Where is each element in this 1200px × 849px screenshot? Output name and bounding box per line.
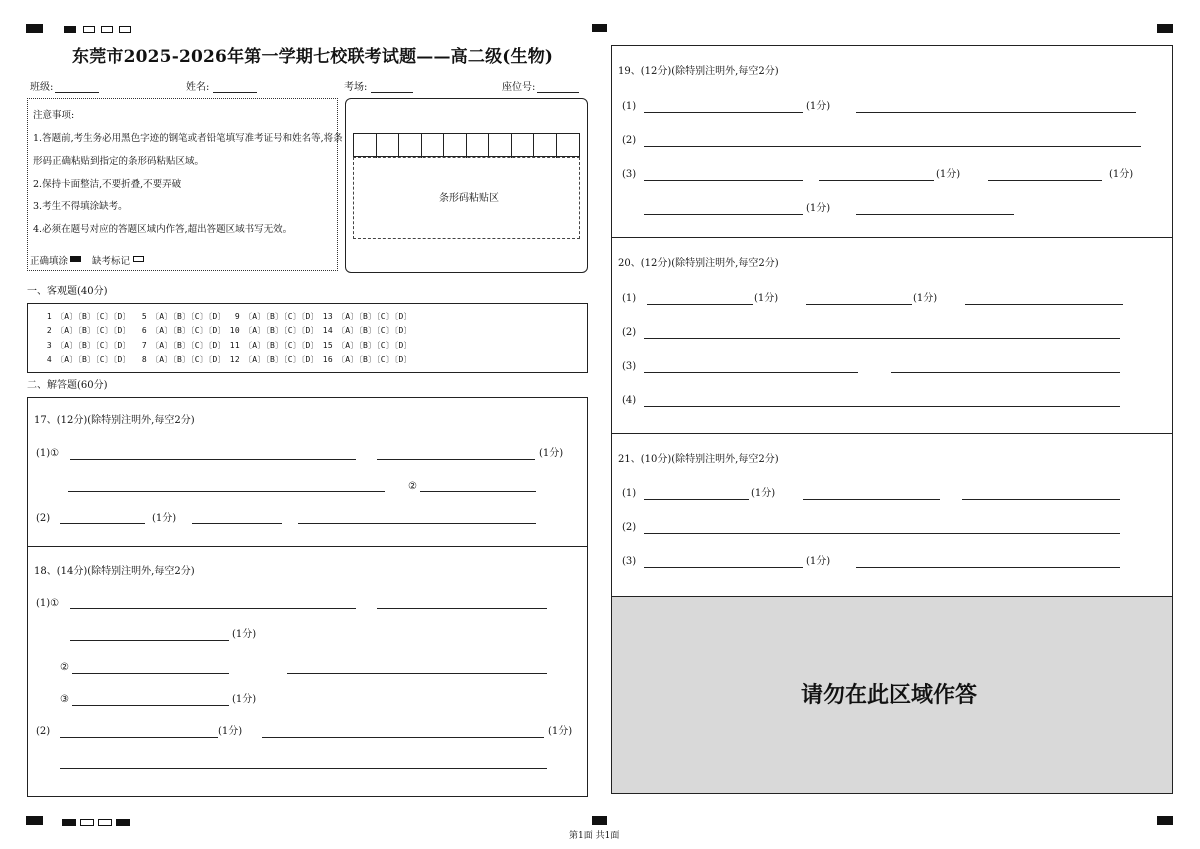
q21-score: (1分) [751, 488, 776, 499]
q18-answer-line[interactable] [287, 673, 547, 674]
q20-answer-line[interactable] [965, 304, 1123, 305]
q19-part1-label: (1) [622, 101, 637, 112]
q19-score: (1分) [806, 203, 831, 214]
q17-part1-label: (1)① [36, 448, 60, 459]
q20-score: (1分) [754, 293, 779, 304]
registration-mark [119, 26, 131, 33]
q18-part2-label: (2) [36, 726, 51, 737]
q19-answer-line[interactable] [856, 214, 1014, 215]
room-label: 考场: [344, 82, 368, 93]
q21-answer-line[interactable] [803, 499, 940, 500]
choice-item[interactable]: 1 〔A〕〔B〕〔C〕〔D〕 [46, 312, 131, 321]
registration-mark [592, 816, 607, 825]
exam-number-grid[interactable] [353, 133, 580, 157]
q19-score: (1分) [1109, 169, 1134, 180]
barcode-label: 条形码粘贴区 [439, 193, 499, 204]
q19-answer-line[interactable] [856, 112, 1136, 113]
page-title: 东莞市2025-2026年第一学期七校联考试题——高二级(生物) [72, 47, 554, 67]
correct-fill-label: 正确填涂 [30, 256, 69, 267]
class-field[interactable] [55, 92, 99, 93]
choice-item[interactable]: 8 〔A〕〔B〕〔C〕〔D〕 [141, 355, 226, 364]
notice-item: 1.答题前,考生务必用黑色字迹的钢笔或者铅笔填写准考证号和姓名等,将条 [33, 133, 343, 144]
section-subjective-title: 二、解答题(60分) [27, 380, 108, 391]
q19-score: (1分) [806, 101, 831, 112]
q21-answer-line[interactable] [962, 499, 1120, 500]
choice-item[interactable]: 15 〔A〕〔B〕〔C〕〔D〕 [322, 341, 412, 350]
choice-item[interactable]: 10 〔A〕〔B〕〔C〕〔D〕 [229, 326, 319, 335]
q17-answer-line[interactable] [420, 491, 536, 492]
q18-answer-line[interactable] [70, 608, 356, 609]
q19-answer-line[interactable] [988, 180, 1102, 181]
registration-mark [98, 819, 112, 826]
registration-mark [62, 819, 76, 826]
q18-part1-label: (1)① [36, 598, 60, 609]
choice-item[interactable]: 16 〔A〕〔B〕〔C〕〔D〕 [322, 355, 412, 364]
q17-answer-line[interactable] [70, 459, 356, 460]
choice-item[interactable]: 13 〔A〕〔B〕〔C〕〔D〕 [322, 312, 412, 321]
q20-answer-line[interactable] [891, 372, 1120, 373]
q18-answer-line[interactable] [60, 768, 547, 769]
notice-item: 形码正确粘贴到指定的条形码粘贴区域。 [33, 156, 205, 167]
section-objective-title: 一、客观题(40分) [27, 286, 108, 297]
q18-box [27, 546, 588, 797]
notice-item: 3.考生不得填涂缺考。 [33, 201, 128, 212]
choice-item[interactable]: 4 〔A〕〔B〕〔C〕〔D〕 [46, 355, 131, 364]
notice-heading: 注意事项: [33, 110, 75, 121]
class-label: 班级: [30, 82, 54, 93]
q19-part3-label: (3) [622, 169, 637, 180]
q20-answer-line[interactable] [644, 338, 1120, 339]
q18-title: 18、(14分)(除特别注明外,每空2分) [34, 566, 195, 577]
q18-answer-line[interactable] [70, 640, 229, 641]
q19-answer-line[interactable] [644, 180, 803, 181]
choice-item[interactable]: 12 〔A〕〔B〕〔C〕〔D〕 [229, 355, 319, 364]
registration-mark [592, 24, 607, 32]
q17-title: 17、(12分)(除特别注明外,每空2分) [34, 415, 195, 426]
q21-score: (1分) [806, 556, 831, 567]
room-field[interactable] [371, 92, 413, 93]
q18-score: (1分) [232, 694, 257, 705]
q21-title: 21、(10分)(除特别注明外,每空2分) [618, 454, 779, 465]
registration-mark [80, 819, 94, 826]
q18-mark2: ② [60, 662, 69, 673]
registration-mark [26, 816, 43, 825]
q17-answer-line[interactable] [377, 459, 535, 460]
q20-answer-line[interactable] [806, 304, 912, 305]
correct-fill-sample [70, 256, 81, 262]
q18-answer-line[interactable] [377, 608, 547, 609]
q20-score: (1分) [913, 293, 938, 304]
q21-part3-label: (3) [622, 556, 637, 567]
registration-mark [64, 26, 76, 33]
absent-mark-checkbox[interactable] [133, 256, 144, 262]
q18-answer-line[interactable] [72, 673, 229, 674]
choice-item[interactable]: 14 〔A〕〔B〕〔C〕〔D〕 [322, 326, 412, 335]
seat-field[interactable] [537, 92, 579, 93]
q21-answer-line[interactable] [644, 499, 749, 500]
q21-answer-line[interactable] [644, 567, 803, 568]
registration-mark [116, 819, 130, 826]
registration-mark [26, 24, 43, 33]
q17-mark2: ② [408, 481, 417, 492]
q19-answer-line[interactable] [644, 146, 1141, 147]
registration-mark [101, 26, 113, 33]
q18-answer-line[interactable] [60, 737, 218, 738]
q20-part3-label: (3) [622, 361, 637, 372]
q17-answer-line[interactable] [68, 491, 385, 492]
q18-mark3: ③ [60, 694, 69, 705]
choice-item[interactable]: 9 〔A〕〔B〕〔C〕〔D〕 [234, 312, 319, 321]
q18-answer-line[interactable] [72, 705, 229, 706]
q19-title: 19、(12分)(除特别注明外,每空2分) [618, 66, 779, 77]
q21-part2-label: (2) [622, 522, 637, 533]
registration-mark [1157, 24, 1173, 33]
q20-part2-label: (2) [622, 327, 637, 338]
choice-item[interactable]: 2 〔A〕〔B〕〔C〕〔D〕 [46, 326, 131, 335]
choice-item[interactable]: 11 〔A〕〔B〕〔C〕〔D〕 [229, 341, 319, 350]
q17-answer-line[interactable] [298, 523, 536, 524]
q17-answer-line[interactable] [192, 523, 282, 524]
choice-item[interactable]: 3 〔A〕〔B〕〔C〕〔D〕 [46, 341, 131, 350]
q17-part2-label: (2) [36, 513, 51, 524]
absent-mark-label: 缺考标记 [92, 256, 131, 267]
q20-title: 20、(12分)(除特别注明外,每空2分) [618, 258, 779, 269]
q20-part4-label: (4) [622, 395, 637, 406]
page-footer: 第1面 共1面 [569, 831, 620, 841]
q18-score: (1分) [548, 726, 573, 737]
q19-answer-line[interactable] [644, 214, 803, 215]
q19-answer-line[interactable] [644, 112, 803, 113]
no-answer-zone-label: 请勿在此区域作答 [801, 683, 978, 708]
choice-item[interactable]: 7 〔A〕〔B〕〔C〕〔D〕 [141, 341, 226, 350]
q19-answer-line[interactable] [819, 180, 934, 181]
name-field[interactable] [213, 92, 257, 93]
q18-answer-line[interactable] [262, 737, 544, 738]
name-label: 姓名: [186, 82, 210, 93]
registration-mark [83, 26, 95, 33]
q20-answer-line[interactable] [644, 406, 1120, 407]
notice-item: 2.保持卡面整洁,不要折叠,不要弄破 [33, 179, 182, 190]
q20-answer-line[interactable] [644, 372, 858, 373]
q18-score: (1分) [218, 726, 243, 737]
q19-score: (1分) [936, 169, 961, 180]
q21-answer-line[interactable] [644, 533, 1120, 534]
q18-score: (1分) [232, 629, 257, 640]
seat-label: 座位号: [502, 82, 536, 93]
q17-answer-line[interactable] [60, 523, 145, 524]
q21-answer-line[interactable] [856, 567, 1120, 568]
q21-part1-label: (1) [622, 488, 637, 499]
notice-item: 4.必须在题号对应的答题区域内作答,超出答题区域书写无效。 [33, 224, 293, 235]
choice-item[interactable]: 5 〔A〕〔B〕〔C〕〔D〕 [141, 312, 226, 321]
registration-mark [1157, 816, 1173, 825]
q17-score: (1分) [152, 513, 177, 524]
q17-score: (1分) [539, 448, 564, 459]
q20-answer-line[interactable] [647, 304, 753, 305]
q20-part1-label: (1) [622, 293, 637, 304]
choice-item[interactable]: 6 〔A〕〔B〕〔C〕〔D〕 [141, 326, 226, 335]
q19-part2-label: (2) [622, 135, 637, 146]
